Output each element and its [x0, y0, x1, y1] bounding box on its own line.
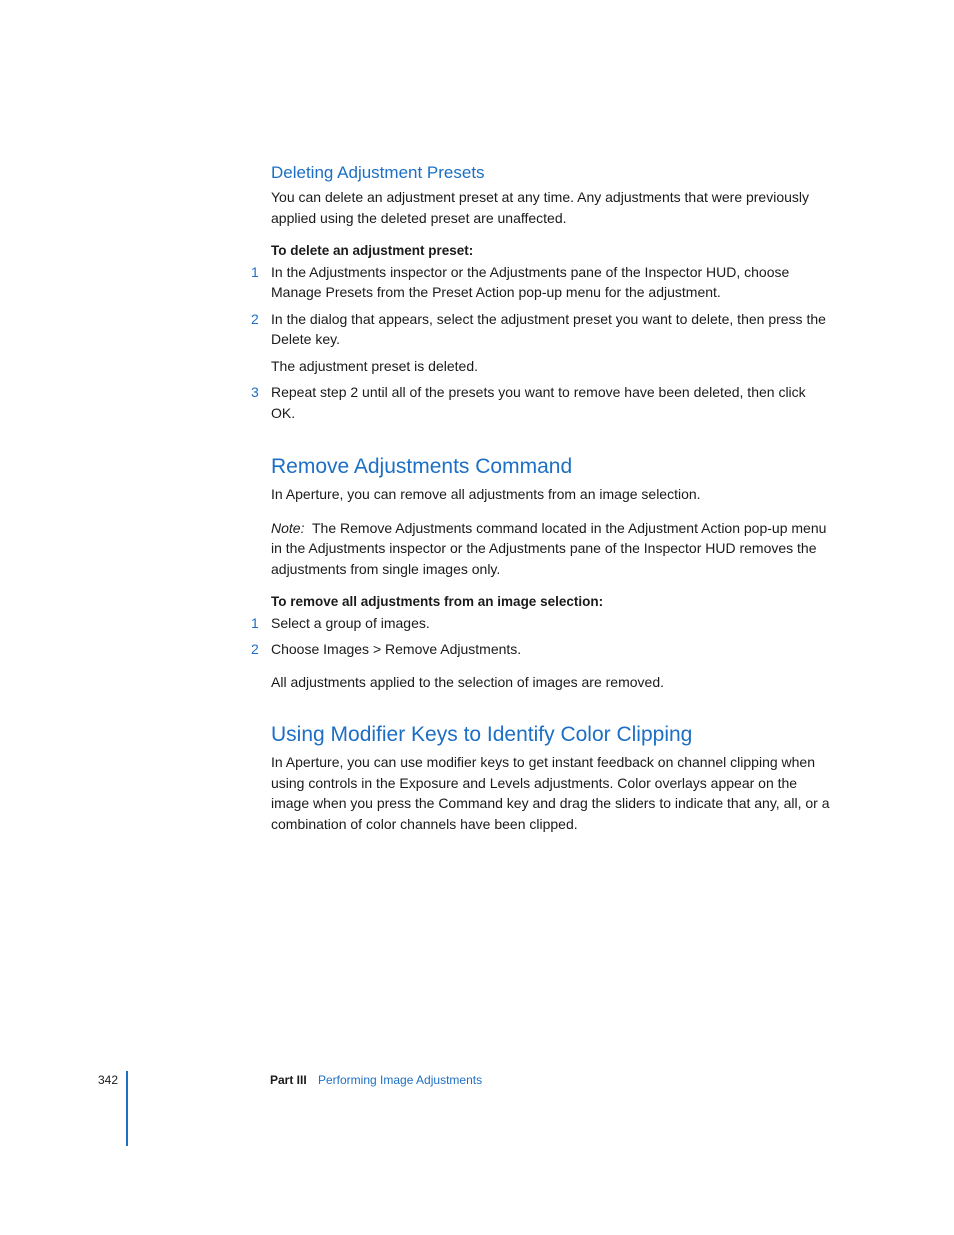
step-number: 2	[251, 641, 259, 657]
section-intro: You can delete an adjustment preset at any time. Any adjustments that were previously applied using the deleted preset are unaffected.	[271, 189, 810, 226]
step-text: In the dialog that appears, select the adjustment preset you want to delete, then press the Delete key.	[271, 310, 826, 347]
note-text: The Remove Adjustments command located in the Adjustment Action pop-up menu in the Adjustments inspector or the Adjustments pane of the Inspector HUD removes the adjustments from single images only.	[271, 519, 827, 577]
note-paragraph	[271, 518, 831, 580]
step-text: Repeat step 2 until all of the presets you want to remove have been deleted, then click OK.	[271, 384, 806, 421]
step-item	[251, 309, 831, 350]
step-text: Select a group of images.	[271, 614, 430, 631]
page-number: 342	[98, 1073, 119, 1087]
step-text: In the Adjustments inspector or the Adjustments pane of the Inspector HUD, choose Manage Presets from the Preset Action pop-up menu for the adjustment.	[271, 263, 790, 300]
step-result: All adjustments applied to the selection of images are removed.	[271, 673, 664, 690]
page-content	[251, 162, 831, 834]
step-number: 1	[251, 614, 259, 631]
note-label: Note:	[271, 519, 305, 536]
section-heading-modifier-keys: Using Modifier Keys to Identify Color Clipping	[271, 723, 693, 746]
page-footer	[0, 1072, 954, 1092]
part-label: Part III	[270, 1073, 307, 1087]
task-label: To remove all adjustments from an image selection:	[271, 594, 604, 609]
step-item	[251, 613, 831, 634]
step-text: Choose Images > Remove Adjustments.	[271, 641, 522, 657]
part-title: Performing Image Adjustments	[318, 1073, 483, 1087]
task-label: To delete an adjustment preset:	[271, 243, 474, 258]
step-item	[251, 639, 831, 660]
section-intro: In Aperture, you can remove all adjustments from an image selection.	[271, 486, 701, 502]
step-number: 3	[251, 384, 259, 400]
section-intro: In Aperture, you can use modifier keys to get instant feedback on channel clipping when using controls in the Exposure and Levels adjustments. Color overlays appear on the image when you press the Command key and drag the sliders to indicate that any, all, or a combination of color channels have been clipped.	[271, 754, 830, 832]
step-item	[251, 382, 831, 423]
section-heading-remove-adjustments: Remove Adjustments Command	[271, 455, 573, 478]
section-heading-deleting-presets: Deleting Adjustment Presets	[271, 163, 485, 182]
step-number: 2	[251, 310, 259, 327]
step-item	[251, 262, 831, 303]
step-result: The adjustment preset is deleted.	[271, 357, 479, 374]
step-number: 1	[251, 263, 259, 280]
